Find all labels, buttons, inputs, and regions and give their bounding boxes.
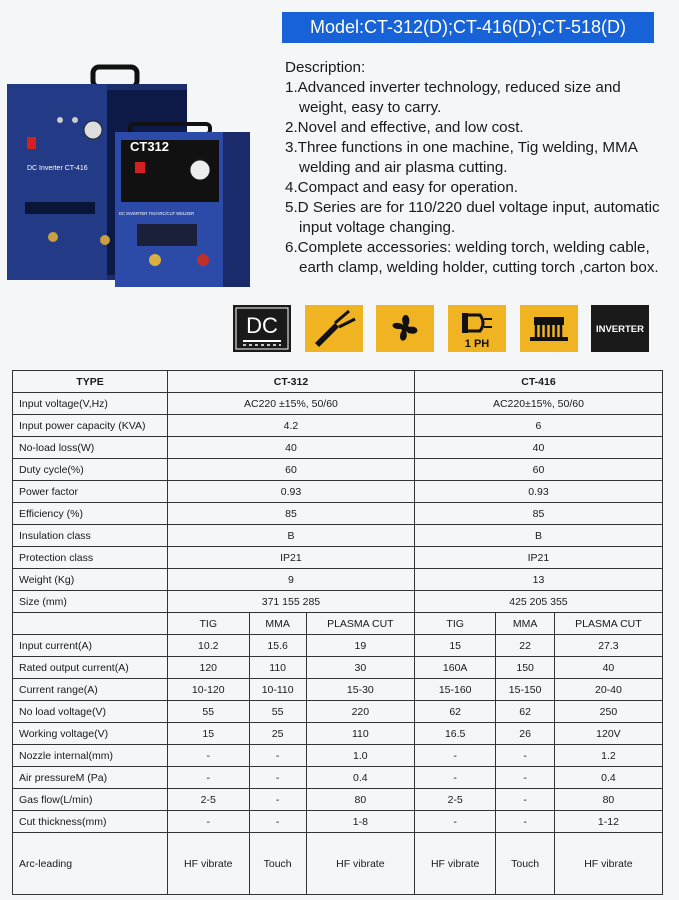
cell: - <box>414 745 496 767</box>
cell: - <box>168 811 250 833</box>
cell: AC220 ±15%, 50/60 <box>168 393 415 415</box>
cell: 0.93 <box>168 481 415 503</box>
cell: 60 <box>168 459 415 481</box>
phase-label: 1 PH <box>464 338 490 350</box>
table-row <box>13 437 663 459</box>
model-header: CT-312 <box>168 371 415 393</box>
mode-header: MMA <box>496 613 554 635</box>
small-machine-sub: DC INVERTER TIG/ARC/CUT WELDER <box>119 211 195 216</box>
mode-header: PLASMA CUT <box>554 613 662 635</box>
cell: HF vibrate <box>306 833 414 895</box>
table-row <box>13 745 663 767</box>
cell: HF vibrate <box>554 833 662 895</box>
row-label: Input voltage(V,Hz) <box>13 393 168 415</box>
cell: 40 <box>414 437 662 459</box>
description-item: 6.Complete accessories: welding torch, welding cable, earth clamp, welding holder, cutting torch ,carton box. <box>285 239 659 276</box>
cell: 40 <box>554 657 662 679</box>
cell: - <box>249 767 306 789</box>
table-row <box>13 811 663 833</box>
mode-header-row <box>13 613 663 635</box>
cell: 15 <box>414 635 496 657</box>
small-machine-label: CT312 <box>130 139 170 154</box>
cell: 110 <box>249 657 306 679</box>
cell: 16.5 <box>414 723 496 745</box>
description-item: 1.Advanced inverter technology, reduced size and weight, easy to carry. <box>285 79 621 116</box>
spec-table <box>12 370 663 895</box>
cell: - <box>249 811 306 833</box>
cell: 13 <box>414 569 662 591</box>
welder-machines-image <box>5 62 260 290</box>
table-row <box>13 393 663 415</box>
row-label: Current range(A) <box>13 679 168 701</box>
inverter-text: INVERTER <box>595 324 645 335</box>
cell: 220 <box>306 701 414 723</box>
row-label: Nozzle internal(mm) <box>13 745 168 767</box>
table-row <box>13 547 663 569</box>
cell: - <box>496 745 554 767</box>
row-label: Efficiency (%) <box>13 503 168 525</box>
cell: 0.4 <box>554 767 662 789</box>
table-row <box>13 525 663 547</box>
cell: 1-12 <box>554 811 662 833</box>
cell: - <box>496 789 554 811</box>
table-row <box>13 569 663 591</box>
row-label: Insulation class <box>13 525 168 547</box>
cell: 26 <box>496 723 554 745</box>
table-row <box>13 723 663 745</box>
cell: 120V <box>554 723 662 745</box>
cell: - <box>249 745 306 767</box>
table-row <box>13 789 663 811</box>
cell: 62 <box>414 701 496 723</box>
row-label: Cut thickness(mm) <box>13 811 168 833</box>
cell: B <box>168 525 415 547</box>
cell: 110 <box>306 723 414 745</box>
row-label: Protection class <box>13 547 168 569</box>
cell: HF vibrate <box>168 833 250 895</box>
cell: 425 205 355 <box>414 591 662 613</box>
cell: - <box>414 811 496 833</box>
cell: 0.93 <box>414 481 662 503</box>
row-label: Duty cycle(%) <box>13 459 168 481</box>
cell: IP21 <box>414 547 662 569</box>
cell: 1.0 <box>306 745 414 767</box>
cell: - <box>414 767 496 789</box>
cell: 120 <box>168 657 250 679</box>
row-label: Rated output current(A) <box>13 657 168 679</box>
table-row <box>13 833 663 895</box>
cell: 9 <box>168 569 415 591</box>
cell: 55 <box>249 701 306 723</box>
mode-header: PLASMA CUT <box>306 613 414 635</box>
cell: - <box>496 811 554 833</box>
cell: 1-8 <box>306 811 414 833</box>
big-machine-label: DC Inverter CT-416 <box>27 165 88 172</box>
table-row <box>13 481 663 503</box>
cell: 19 <box>306 635 414 657</box>
cell: HF vibrate <box>414 833 496 895</box>
row-label: Gas flow(L/min) <box>13 789 168 811</box>
cell: 85 <box>414 503 662 525</box>
cell: 85 <box>168 503 415 525</box>
mode-header: TIG <box>414 613 496 635</box>
cell: 2-5 <box>414 789 496 811</box>
model-header: CT-416 <box>414 371 662 393</box>
cell: 15.6 <box>249 635 306 657</box>
table-header-row <box>13 371 663 393</box>
cell: 15-150 <box>496 679 554 701</box>
table-row <box>13 657 663 679</box>
cell: 22 <box>496 635 554 657</box>
table-row <box>13 459 663 481</box>
row-label: No load voltage(V) <box>13 701 168 723</box>
cell: B <box>414 525 662 547</box>
table-row <box>13 635 663 657</box>
cell: - <box>168 745 250 767</box>
cell: 10-110 <box>249 679 306 701</box>
cell: 15-160 <box>414 679 496 701</box>
dc-icon-text: DC <box>246 313 278 338</box>
clamp-icon <box>305 305 363 352</box>
cell: 4.2 <box>168 415 415 437</box>
table-row <box>13 701 663 723</box>
description <box>285 58 670 278</box>
cell: 15 <box>168 723 250 745</box>
cell: 62 <box>496 701 554 723</box>
row-label: No-load loss(W) <box>13 437 168 459</box>
cell: 1.2 <box>554 745 662 767</box>
cell: 371 155 285 <box>168 591 415 613</box>
row-label: Weight (Kg) <box>13 569 168 591</box>
table-row <box>13 679 663 701</box>
cell: 15-30 <box>306 679 414 701</box>
table-row <box>13 415 663 437</box>
cell: 60 <box>414 459 662 481</box>
cell: 160A <box>414 657 496 679</box>
description-item: 4.Compact and easy for operation. <box>285 179 519 196</box>
cell: 0.4 <box>306 767 414 789</box>
type-header: TYPE <box>13 371 168 393</box>
cell: - <box>249 789 306 811</box>
row-label: Input power capacity (KVA) <box>13 415 168 437</box>
cell: 20-40 <box>554 679 662 701</box>
description-item: 5.D Series are for 110/220 duel voltage input, automatic input voltage changing. <box>285 199 660 236</box>
fan-icon <box>376 305 434 352</box>
mode-header: MMA <box>249 613 306 635</box>
cell: 55 <box>168 701 250 723</box>
table-row <box>13 503 663 525</box>
cell: 25 <box>249 723 306 745</box>
mode-header: TIG <box>168 613 250 635</box>
description-item: 2.Novel and effective, and low cost. <box>285 119 524 136</box>
row-label: Arc-leading <box>13 833 168 895</box>
cell: 80 <box>554 789 662 811</box>
row-label: Size (mm) <box>13 591 168 613</box>
cell: Touch <box>496 833 554 895</box>
description-title: Description: <box>285 59 366 76</box>
description-item: 3.Three functions in one machine, Tig welding, MMA welding and air plasma cutting. <box>285 139 638 176</box>
feature-icons <box>233 305 663 353</box>
row-label: Air pressureM (Pa) <box>13 767 168 789</box>
table-row <box>13 767 663 789</box>
model-title: Model:CT-312(D);CT-416(D);CT-518(D) <box>282 12 654 43</box>
cell: 250 <box>554 701 662 723</box>
cell: 2-5 <box>168 789 250 811</box>
cell: 10.2 <box>168 635 250 657</box>
cell: 6 <box>414 415 662 437</box>
cell: 40 <box>168 437 415 459</box>
inverter-icon <box>591 305 649 352</box>
heat-sink-icon <box>520 305 578 352</box>
cell: 27.3 <box>554 635 662 657</box>
cell: 10-120 <box>168 679 250 701</box>
row-label: Working voltage(V) <box>13 723 168 745</box>
cell: - <box>168 767 250 789</box>
cell: 80 <box>306 789 414 811</box>
cell: IP21 <box>168 547 415 569</box>
cell: - <box>496 767 554 789</box>
table-row <box>13 591 663 613</box>
cell: AC220±15%, 50/60 <box>414 393 662 415</box>
cell: 30 <box>306 657 414 679</box>
row-label: Power factor <box>13 481 168 503</box>
plug-icon <box>448 305 506 352</box>
cell: 150 <box>496 657 554 679</box>
dc-icon <box>233 305 291 352</box>
row-label: Input current(A) <box>13 635 168 657</box>
cell: Touch <box>249 833 306 895</box>
